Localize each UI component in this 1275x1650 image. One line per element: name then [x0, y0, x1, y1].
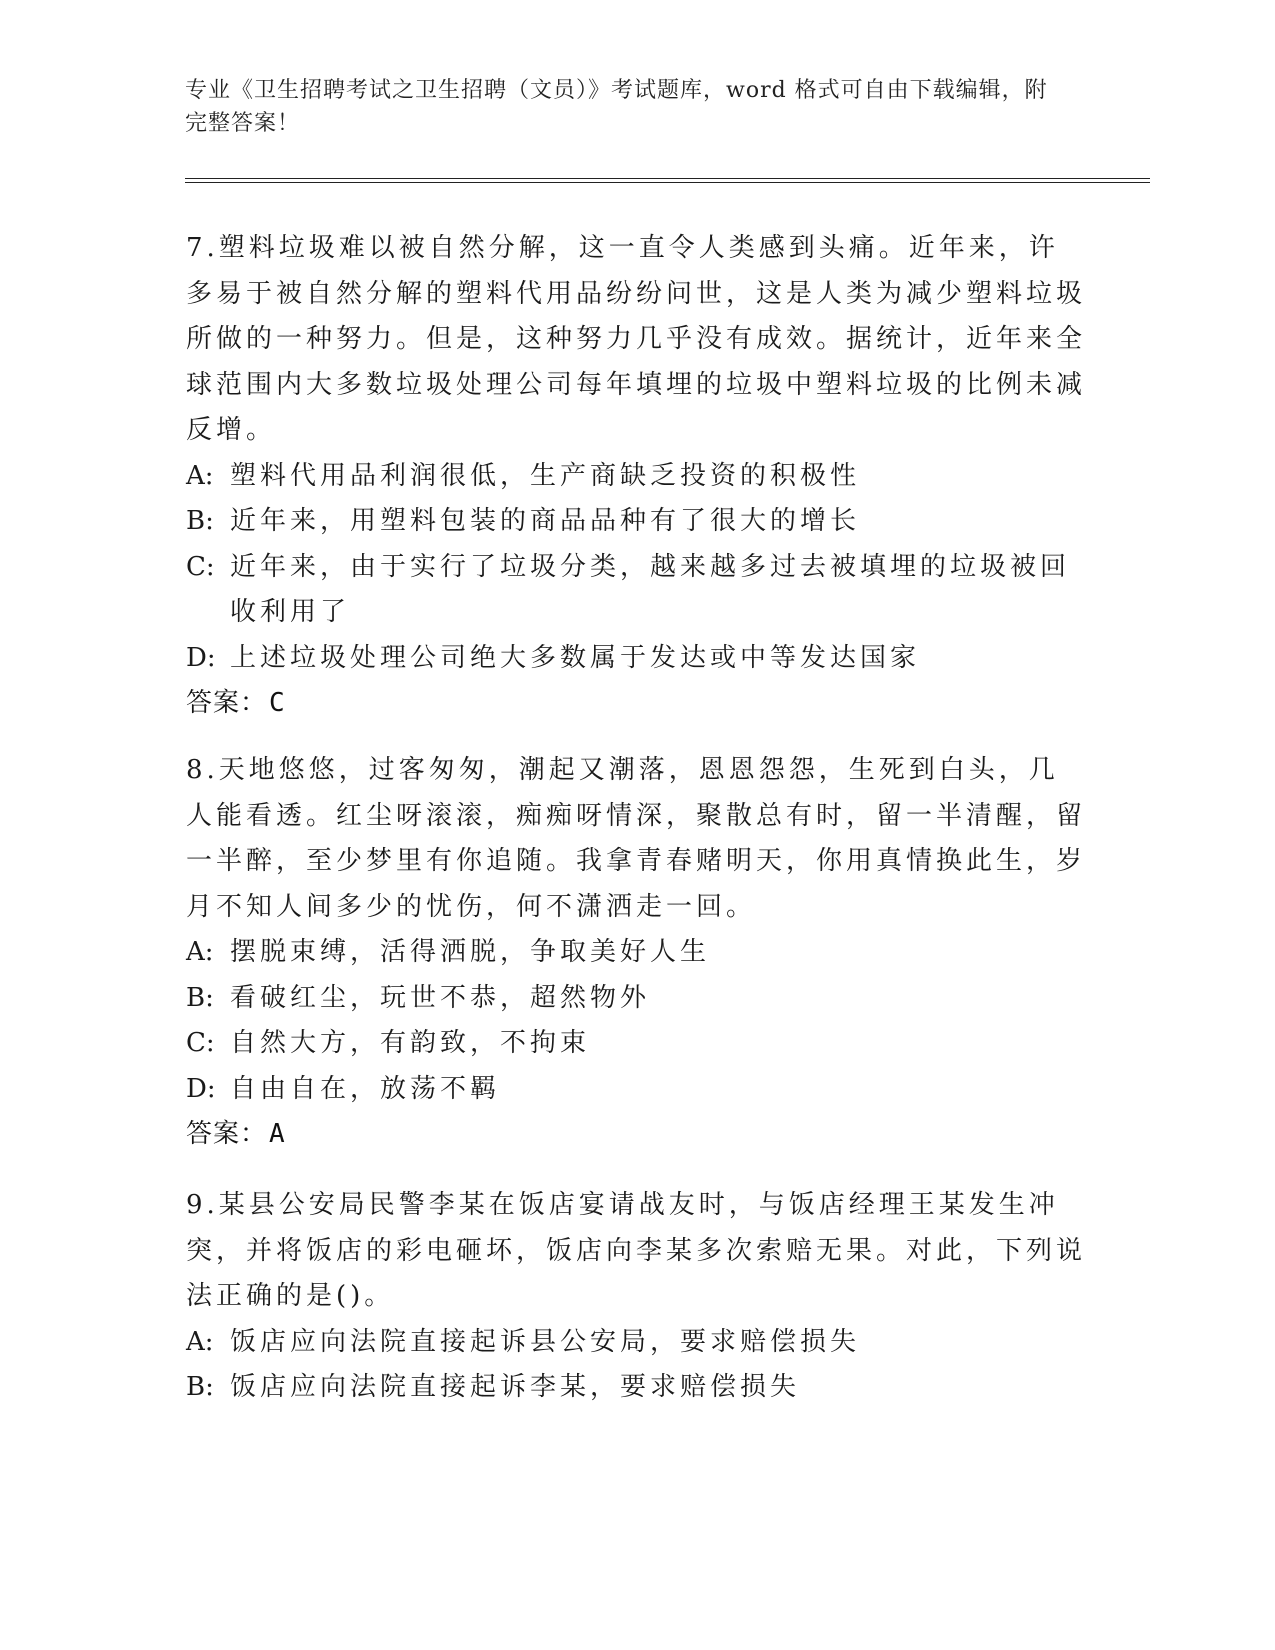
option-c [186, 545, 1086, 636]
option-text: 近年来，用塑料包装的商品品种有了很大的增长 [230, 506, 861, 536]
option-d [186, 636, 1086, 682]
option-d [186, 1067, 1086, 1113]
option-b [186, 1365, 1086, 1411]
option-a [186, 930, 1086, 976]
option-text: 饭店应向法院直接起诉李某，要求赔偿损失 [230, 1372, 801, 1402]
question-stem: 9.某县公安局民警李某在饭店宴请战友时，与饭店经理王某发生冲突，并将饭店的彩电砸坏，饭店向李某多次索赔无果。对此，下列说法正确的是()。 [186, 1190, 1087, 1311]
option-b [186, 976, 1086, 1022]
option-letter: B: [186, 506, 214, 536]
option-text: 近年来，由于实行了垃圾分类，越来越多过去被填埋的垃圾被回收利用了 [230, 551, 1071, 627]
answer-line [186, 1112, 1086, 1158]
option-letter: B: [186, 982, 214, 1013]
option-text: 看破红尘，玩世不恭，超然物外 [230, 982, 651, 1013]
option-letter: C: [186, 551, 215, 582]
option-b [186, 499, 1086, 545]
question-block [186, 748, 1086, 1158]
option-text: 饭店应向法院直接起诉县公安局，要求赔偿损失 [230, 1326, 861, 1357]
answer-label: 答案： [186, 688, 268, 718]
answer-line [186, 681, 1086, 727]
option-a [186, 454, 1086, 500]
option-letter: A: [186, 1326, 214, 1357]
question-block [186, 226, 1086, 727]
option-text: 摆脱束缚，活得洒脱，争取美好人生 [230, 937, 711, 967]
option-text: 塑料代用品利润很低，生产商缺乏投资的积极性 [230, 460, 861, 491]
option-letter: A: [186, 460, 214, 491]
option-letter: C: [186, 1028, 215, 1058]
header-divider [185, 178, 1150, 183]
option-letter: D: [186, 642, 216, 673]
option-letter: D: [186, 1073, 216, 1104]
answer-value: A [269, 1119, 286, 1149]
option-letter: B: [186, 1372, 214, 1402]
answer-label: 答案： [186, 1119, 268, 1149]
question-block [186, 1183, 1086, 1411]
option-a [186, 1320, 1086, 1366]
option-text: 自由自在，放荡不羁 [230, 1073, 501, 1104]
option-text: 自然大方，有韵致，不拘束 [230, 1028, 591, 1058]
option-c [186, 1021, 1086, 1067]
option-text: 上述垃圾处理公司绝大多数属于发达或中等发达国家 [230, 642, 921, 673]
question-stem: 8.天地悠悠，过客匆匆，潮起又潮落，恩恩怨怨，生死到白头，几人能看透。红尘呀滚滚，痴痴呀情深，聚散总有时，留一半清醒，留一半醉，至少梦里有你追随。我拿青春赌明天，你用真情换此生，岁月不知人间多少的忧伤，何不潇洒走一回。 [186, 755, 1087, 922]
option-letter: A: [186, 937, 214, 967]
question-stem: 7.塑料垃圾难以被自然分解，这一直令人类感到头痛。近年来，许多易于被自然分解的塑料代用品纷纷问世，这是人类为减少塑料垃圾所做的一种努力。但是，这种努力几乎没有成效。据统计，近年来全球范围内大多数垃圾处理公司每年填埋的垃圾中塑料垃圾的比例未减反增。 [186, 233, 1087, 445]
answer-value: C [269, 688, 286, 718]
document-header-note: 专业《卫生招聘考试之卫生招聘（文员）》考试题库，word 格式可自由下载编辑，附完整答案！ [185, 78, 1048, 136]
